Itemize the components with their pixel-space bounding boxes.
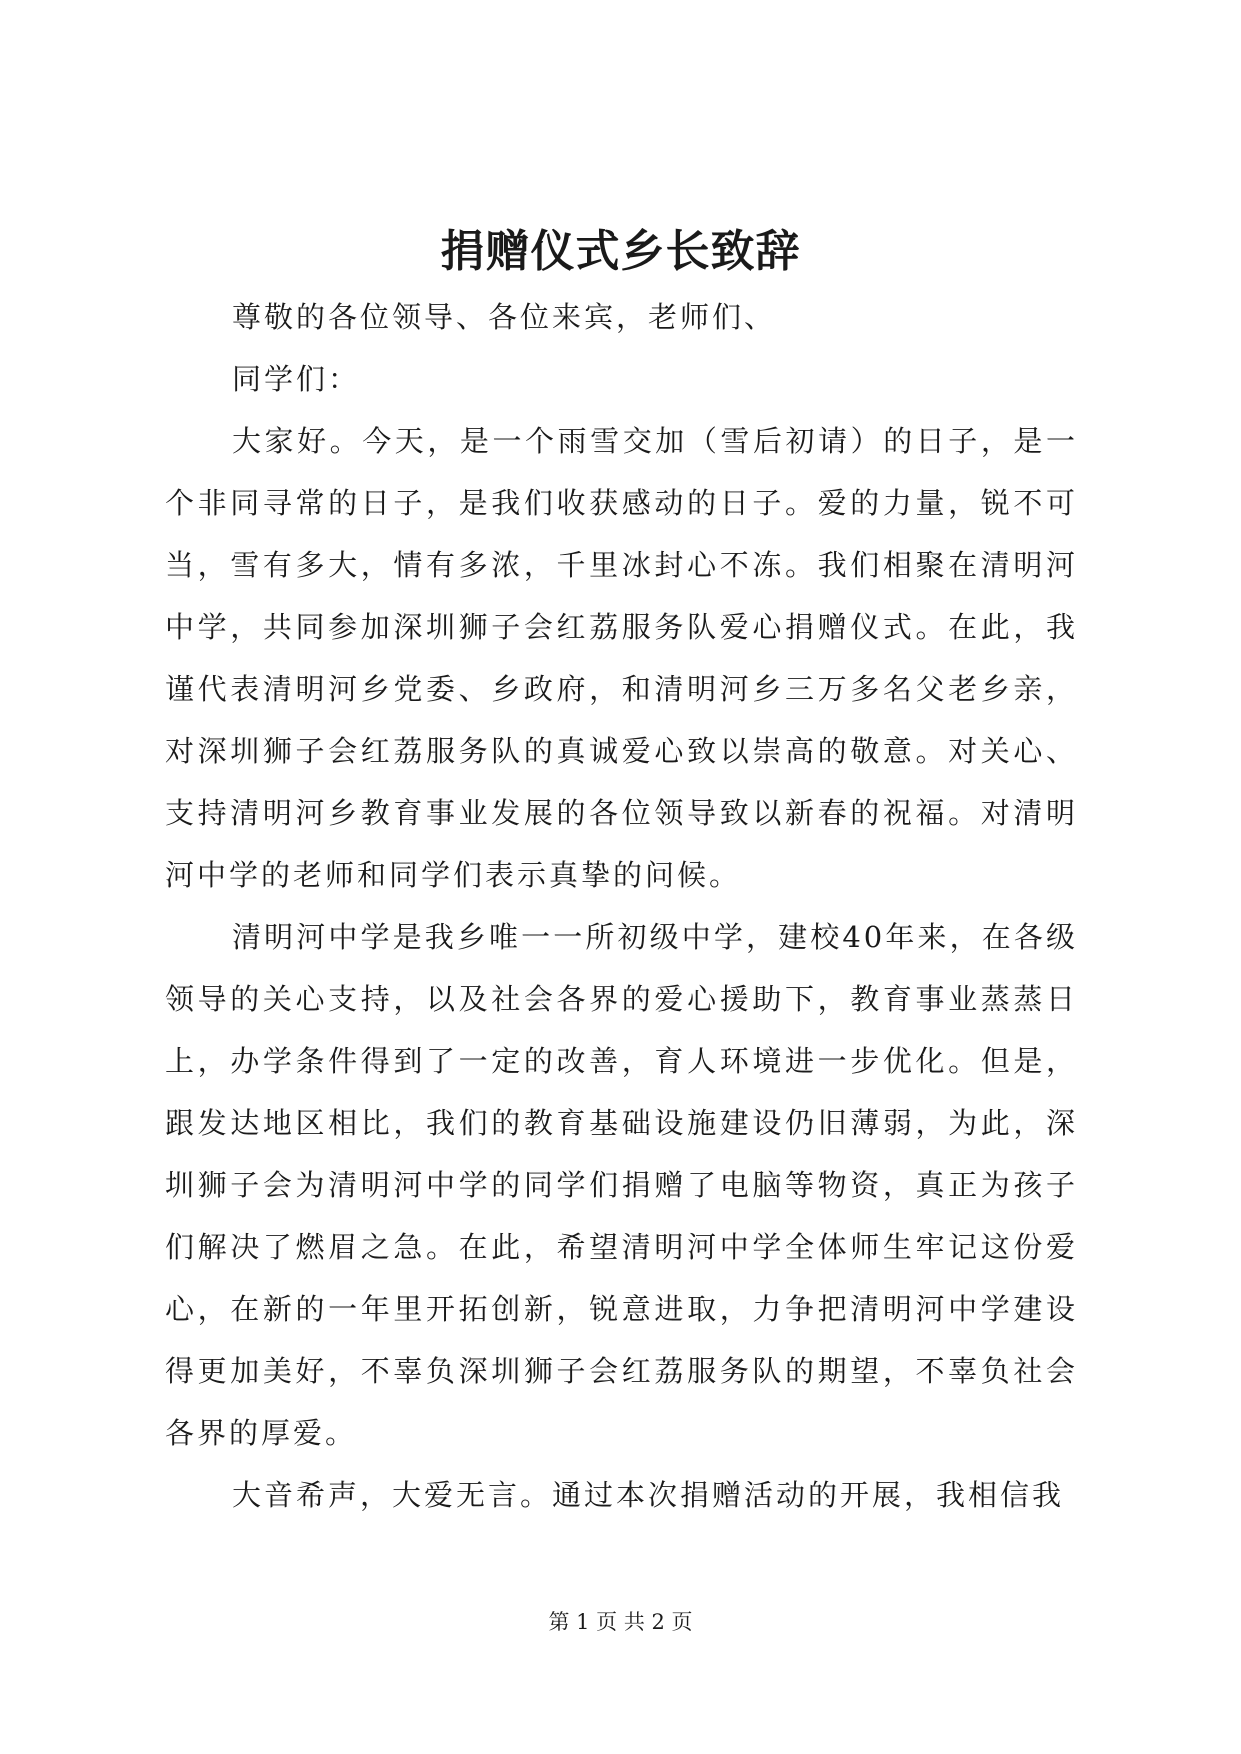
paragraph-greeting: 大家好。今天，是一个雨雪交加（雪后初请）的日子，是一个非同寻常的日子，是我们收获感动的日子。爱的力量，锐不可当，雪有多大，情有多浓，千里冰封心不冻。我们相聚在清明河中学，共同参加深圳狮子会红荔服务队爱心捐赠仪式。在此，我谨代表清明河乡党委、乡政府，和清明河乡三万多名父老乡亲，对深圳狮子会红荔服务队的真诚爱心致以崇高的敬意。对关心、支持清明河乡教育事业发展的各位领导致以新春的祝福。对清明河中学的老师和同学们表示真挚的问候。 xyxy=(165,424,1078,892)
page-footer: 第 1 页 共 2 页 xyxy=(548,1610,693,1634)
document-body xyxy=(165,286,1078,1526)
document-title: 捐赠仪式乡长致辞 xyxy=(440,226,801,277)
paragraph-school: 清明河中学是我乡唯一一所初级中学，建校40年来，在各级领导的关心支持，以及社会各界的爱心援助下，教育事业蒸蒸日上，办学条件得到了一定的改善，育人环境进一步优化。但是，跟发达地区相比，我们的教育基础设施建设仍旧薄弱，为此，深圳狮子会为清明河中学的同学们捐赠了电脑等物资，真正为孩子们解决了燃眉之急。在此，希望清明河中学全体师生牢记这份爱心，在新的一年里开拓创新，锐意进取，力争把清明河中学建设得更加美好，不辜负深圳狮子会红荔服务队的期望，不辜负社会各界的厚爱。 xyxy=(165,920,1078,1450)
paragraph-closing: 大音希声，大爱无言。通过本次捐赠活动的开展，我相信我 xyxy=(232,1478,1065,1512)
paragraph-salutation-continued: 同学们： xyxy=(232,362,361,396)
paragraph-salutation: 尊敬的各位领导、各位来宾，老师们、 xyxy=(232,300,777,334)
